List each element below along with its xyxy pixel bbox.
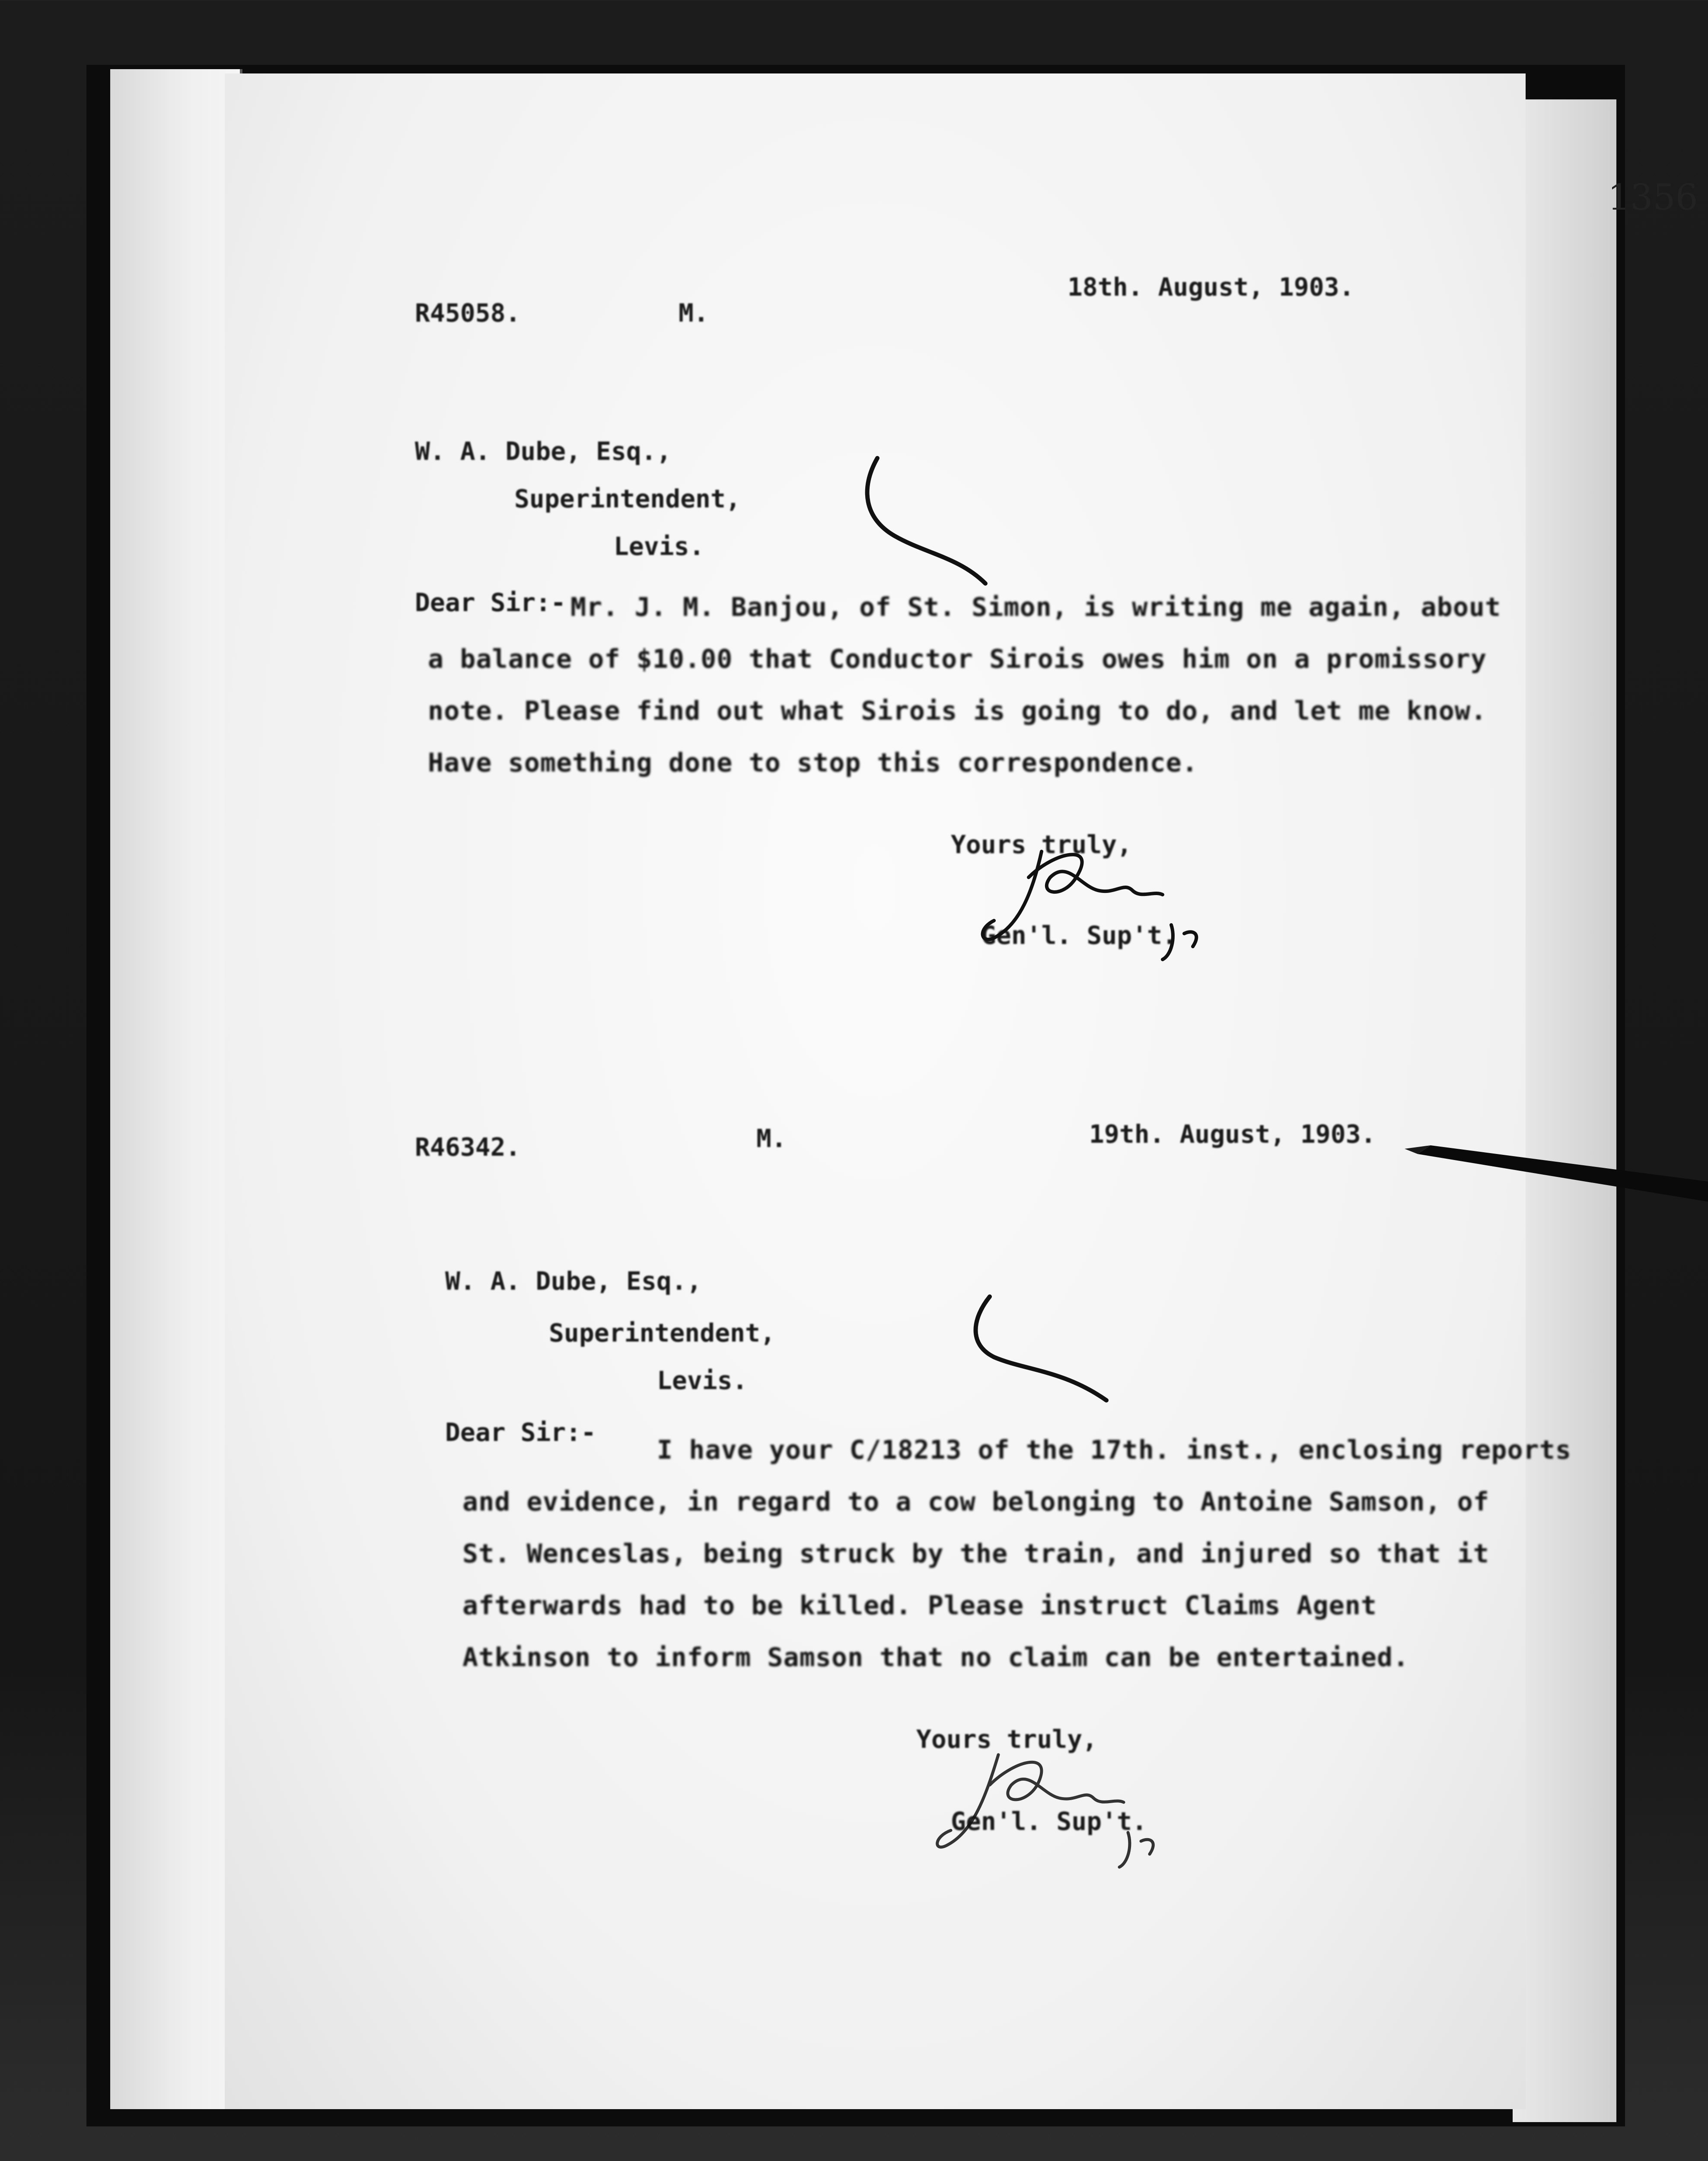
letter-2-body-line: Atkinson to inform Samson that no claim can be entertained. [462,1642,1409,1673]
letter-2-signature [925,1737,1167,1876]
check-mark-1 [838,454,1011,592]
letter-2-body-line: St. Wenceslas, being struck by the train, and injured so that it [462,1539,1489,1569]
letter-1-body-line: Mr. J. M. Banjou, of St. Simon, is writing me again, about [570,592,1501,622]
letter-2-place: Levis. [657,1366,748,1395]
letter-2-closing: Yours truly, [916,1724,1098,1754]
letter-2-signature-title: Gen'l. Sup't. [951,1807,1147,1836]
letter-1-closing: Yours truly, [951,830,1132,859]
left-page-edge [110,69,242,2109]
letter-1-signature [968,826,1210,972]
letter-1-body-line: Have something done to stop this correspondence. [428,748,1198,778]
letter-2-body-line: and evidence, in regard to a cow belonging to Antoine Samson, of [462,1487,1489,1517]
letter-2-reference: R46342. [415,1132,521,1162]
letter-1-body-line: a balance of $10.00 that Conductor Sirois owes him on a promissory [428,644,1487,674]
letter-1-signature-title: Gen'l. Sup't. [981,921,1177,950]
letter-1-place: Levis. [614,532,704,561]
letter-1-title: Superintendent, [514,484,741,513]
letter-1-reference: R45058. [415,298,521,328]
letter-1-addressee: W. A. Dube, Esq., [415,437,672,466]
page-number: 1356 [1608,177,1698,218]
letter-1-date: 18th. August, 1903. [1068,272,1354,302]
letter-1-mark: M. [679,298,709,328]
right-page-edge [1513,99,1616,2122]
letter-1-body-line: note. Please find out what Sirois is going to do, and let me know. [428,696,1487,726]
check-mark-2 [942,1292,1124,1405]
letter-1-salutation: Dear Sir:- [415,588,566,617]
pen [1405,1137,1708,1206]
letter-2-title: Superintendent, [549,1318,775,1348]
letter-2-mark: M. [756,1124,787,1153]
letter-2-salutation: Dear Sir:- [445,1418,596,1447]
letter-2-body-line: I have your C/18213 of the 17th. inst., enclosing reports [657,1435,1572,1465]
letter-2-date: 19th. August, 1903. [1089,1119,1376,1149]
letter-2-body-line: afterwards had to be killed. Please instruct Claims Agent [462,1590,1377,1621]
letter-2-addressee: W. A. Dube, Esq., [445,1266,702,1296]
letterbook-page [225,73,1698,2109]
